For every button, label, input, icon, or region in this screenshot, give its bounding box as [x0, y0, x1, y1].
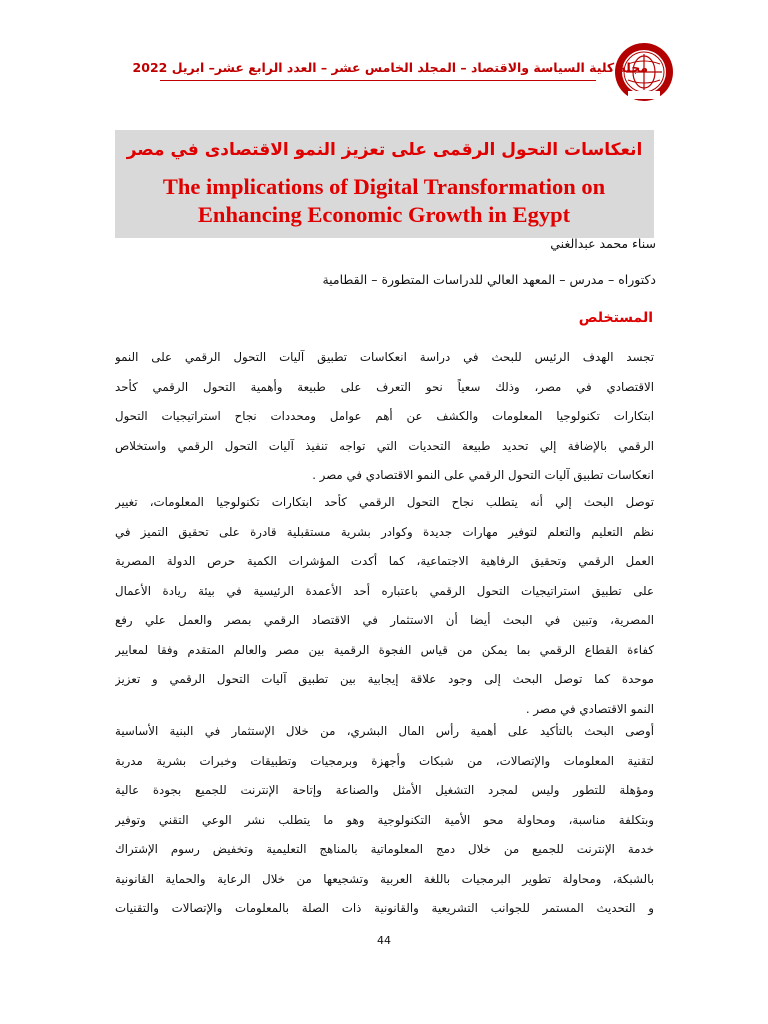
- author-affiliation: دكتوراه – مدرس – المعهد العالي للدراسات المتطورة – القطامية: [322, 272, 656, 287]
- title-english-line-1: The implications of Digital Transformation on: [162, 174, 606, 199]
- title-english: [0, 173, 768, 229]
- header-underline: [160, 80, 596, 81]
- running-header: مجلة كلية السياسة والاقتصاد – المجلد الخامس عشر – العدد الرابع عشر– ابريل 2022: [132, 60, 648, 75]
- text-line: الاقتصادي في مصر، وذلك سعياً نحو التعرف على طبيعة وأهمية التحول الرقمي كأحد: [115, 379, 654, 394]
- text-line: كفاءة القطاع الرقمي بما يمكن من قياس الفجوة الرقمية بين مصر والعالم المتقدم وفقا لمعايير: [115, 642, 654, 657]
- title-english-line-2: Enhancing Economic Growth in Egypt: [197, 202, 571, 227]
- text-line: الرقمي بالإضافة إلي تحديد طبيعة التحديات التي تواجه تنفيذ آليات التحول الرقمي واستخلاص: [115, 438, 654, 453]
- abstract-paragraph: [115, 488, 654, 724]
- abstract-heading: المستخلص: [578, 310, 653, 326]
- text-line: توصل البحث إلي أنه يتطلب نجاح التحول الرقمي كأحد ابتكارات تكنولوجيا المعلومات، تغيير: [115, 495, 654, 509]
- text-line: خدمة الإنترنت للجميع من خلال دمج المعلوماتية بالمناهج التعليمية وتخفيض رسوم الإشتراك: [115, 842, 654, 856]
- text-line: المصرية، وتبين في البحث أيضا أن الاستثمار في الاقتصاد الرقمي بمصر والعمل علي رفع: [115, 613, 654, 627]
- abstract-paragraph: [115, 343, 654, 491]
- text-line: على تطبيق استراتيجيات التحول الرقمي باعتباره أحد الأعمدة الرئيسية في بيئة ريادة الأعمال: [115, 583, 654, 598]
- text-line: وبتكلفة مناسبة، ومحاولة محو الأمية التكنولوجية وهو ما يتطلب نشر الوعي التقني وتوفير: [115, 812, 654, 827]
- text-line: العمل الرقمي وتحقيق الرفاهية الاجتماعية، كما أكدت المؤشرات الكمية حرص الدولة المصرية: [115, 554, 654, 568]
- page-number: 44: [377, 934, 391, 947]
- text-line: بالشبكة، ومحاولة تطوير البرمجيات باللغة العربية وتشجيعها من خلال الرعاية والحماية القانونية: [115, 871, 654, 886]
- text-line: تجسد الهدف الرئيس للبحث في دراسة انعكاسات تطبيق آليات التحول الرقمي على النمو: [115, 350, 654, 364]
- text-line: ابتكارات تكنولوجيا المعلومات والكشف عن أهم عوامل ومحددات نجاح استراتيجيات التحول: [115, 409, 654, 423]
- title-arabic: انعكاسات التحول الرقمى على تعزيز النمو الاقتصادى في مصر: [126, 140, 643, 160]
- text-line: موحدة كما توصل البحث إلى وجود علاقة إيجابية بين تطبيق آليات التحول الرقمي و تعزيز: [115, 672, 654, 686]
- abstract-paragraph: [115, 717, 654, 924]
- text-line: و التحديث المستمر للجوانب التشريعية والقانونية ذات الصلة بالمعلومات والإتصالات والتقنيات: [115, 901, 654, 915]
- text-line: لتقنية المعلومات والإتصالات، من شبكات وأجهزة وبرمجيات وتطبيقات وخبرات بشرية مدربة: [115, 753, 654, 768]
- text-line: ومؤهلة للتطور وليس لمجرد التشغيل الأمثل والصناعة وإتاحة الإنترنت للجميع بجودة عالية: [115, 783, 654, 797]
- text-line: انعكاسات تطبيق آليات التحول الرقمي على النمو الاقتصادي في مصر .: [312, 468, 654, 482]
- author-name: سناء محمد عبدالغني: [550, 236, 656, 251]
- text-line: النمو الاقتصادي في مصر .: [525, 701, 654, 716]
- text-line: أوصى البحث بالتأكيد على أهمية رأس المال البشري، من خلال الإستثمار في البنية الأساسية: [115, 724, 654, 738]
- text-line: نظم التعليم والتعلم لتوفير مهارات جديدة وكوادر بشرية مستقبلية قادرة على تحقيق التميز في: [115, 524, 654, 539]
